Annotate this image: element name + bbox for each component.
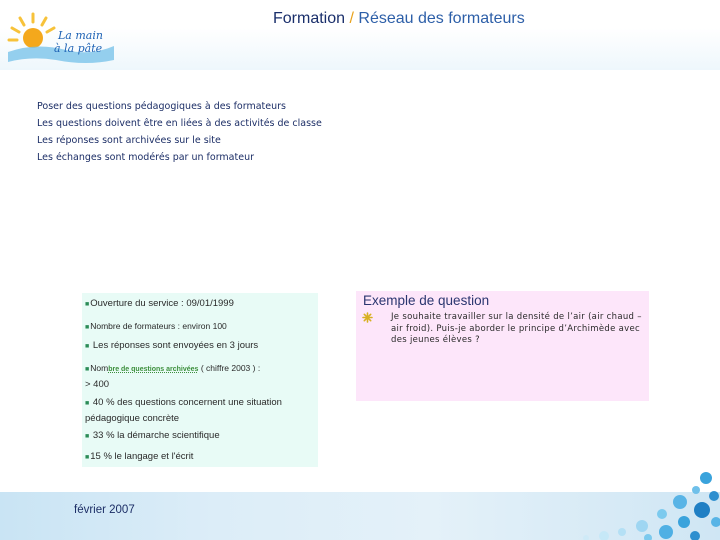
bullet-icon: ■ bbox=[85, 400, 90, 407]
stat-item: ■Nombre de questions archivées ( chiffre 2003 ) : > 400 bbox=[85, 363, 261, 390]
bullet-icon: ■ bbox=[85, 366, 90, 373]
example-title: Exemple de question bbox=[363, 293, 490, 308]
stat-item: ■Nombre de formateurs : environ 100 bbox=[85, 321, 227, 331]
example-box bbox=[356, 291, 649, 401]
intro-line: Poser des questions pédagogiques à des formateurs bbox=[37, 101, 286, 112]
page-title bbox=[273, 10, 525, 28]
title-separator: / bbox=[349, 10, 354, 27]
stat-item: ■15 % le langage et l'écrit bbox=[85, 451, 194, 462]
bullet-icon: ■ bbox=[85, 343, 90, 350]
stat-item: ■ 40 % des questions concernent une situation pédagogique concrète bbox=[85, 397, 282, 424]
sun-icon bbox=[9, 14, 54, 48]
footer-date: février 2007 bbox=[74, 504, 135, 516]
asterisk-icon bbox=[362, 312, 373, 323]
intro-line: Les réponses sont archivées sur le site bbox=[37, 135, 221, 146]
title-main: Formation bbox=[273, 10, 346, 27]
stat-item: ■Ouverture du service : 09/01/1999 bbox=[85, 298, 234, 309]
bullet-icon: ■ bbox=[85, 324, 90, 331]
decorative-bubbles bbox=[530, 440, 720, 540]
bullet-icon: ■ bbox=[85, 433, 90, 440]
stats-box bbox=[82, 293, 318, 467]
intro-line: Les échanges sont modérés par un formateur bbox=[37, 152, 255, 163]
intro-line: Les questions doivent être en liées à des activités de classe bbox=[37, 118, 322, 129]
stat-item: ■ Les réponses sont envoyées en 3 jours bbox=[85, 340, 259, 351]
svg-text:La main: La main bbox=[58, 29, 103, 42]
intro-list bbox=[37, 98, 322, 166]
la-main-a-la-pate-logo bbox=[6, 8, 118, 66]
bullet-icon: ■ bbox=[85, 454, 90, 461]
svg-text:à la pâte: à la pâte bbox=[54, 42, 103, 55]
bullet-icon: ■ bbox=[85, 301, 90, 308]
example-question: Je souhaite travailler sur la densité de l’air (air chaud – air froid). Puis-je aborder le principe d’Archimède avec des jeunes élèves ? bbox=[391, 312, 642, 345]
stat-item: ■ 33 % la démarche scientifique bbox=[85, 430, 220, 441]
title-sub: Réseau des formateurs bbox=[358, 10, 525, 27]
